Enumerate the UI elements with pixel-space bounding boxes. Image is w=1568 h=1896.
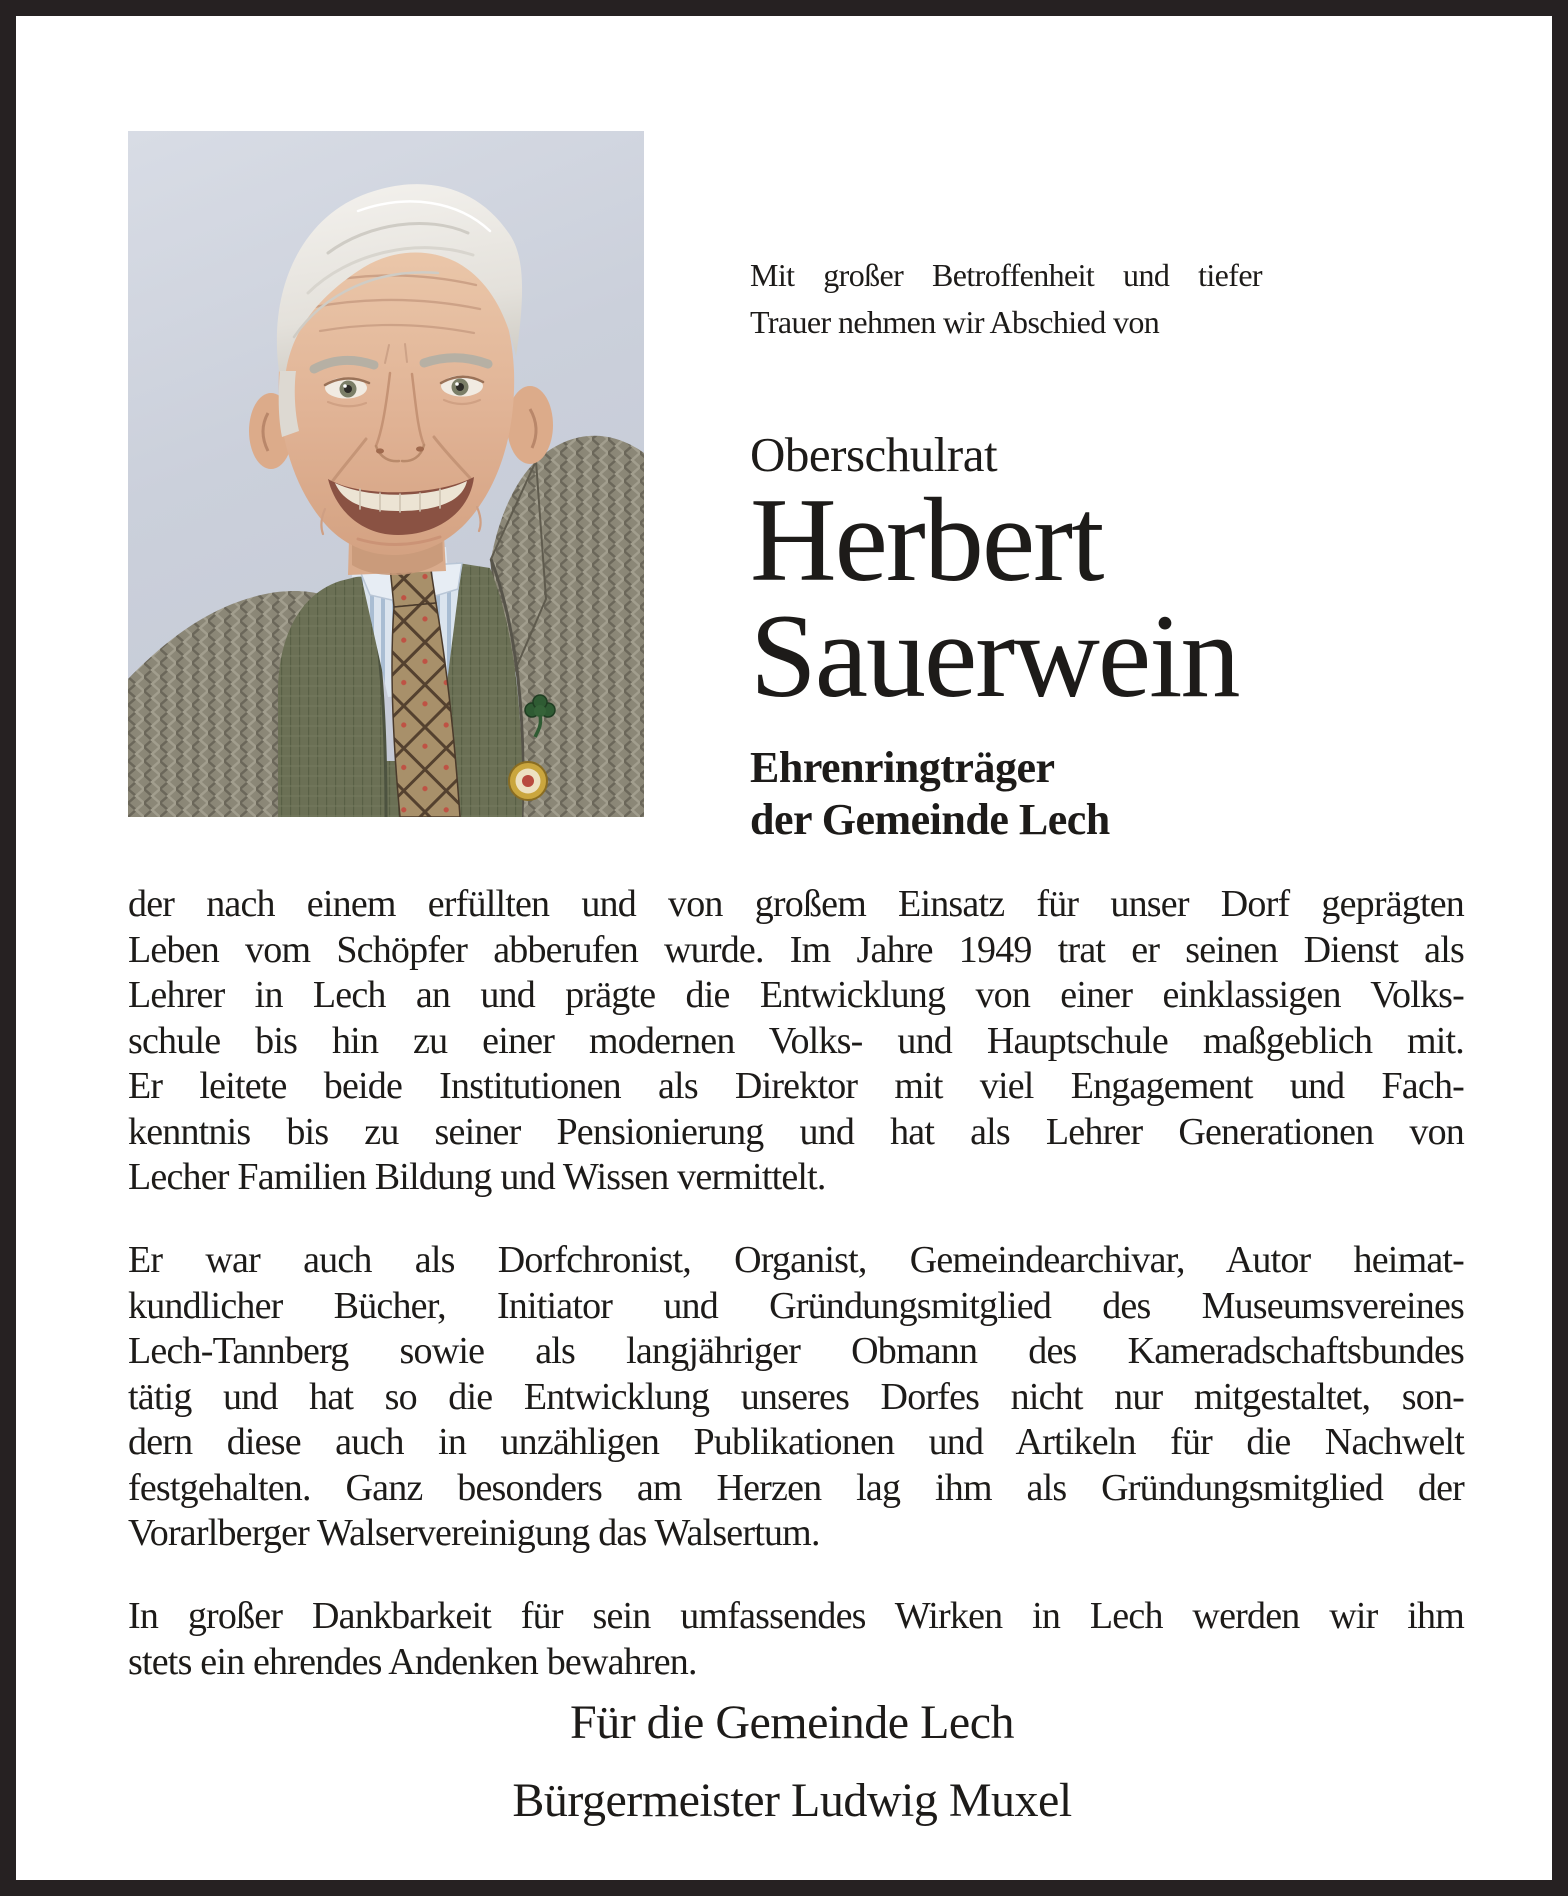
deceased-last-name: Sauerwein: [750, 589, 1239, 722]
intro-text: [750, 252, 1262, 346]
paragraph-line: kundlicher Bücher, Initiator und Gründungsmitglied des Museumsvereines: [128, 1284, 1464, 1327]
badge-pin: [509, 762, 547, 800]
paragraph-line: In großer Dankbarkeit für sein umfassendes Wirken in Lech werden wir ihm: [128, 1595, 1464, 1637]
paragraph-line: stets ein ehrendes Andenken bewahren.: [128, 1640, 697, 1683]
obituary-paragraph-2: [128, 1238, 1464, 1557]
honor-line: der Gemeinde Lech: [750, 795, 1110, 844]
paragraph-line: tätig und hat so die Entwicklung unseres Dorfes nicht nur mitgestaltet, son-: [128, 1375, 1464, 1418]
portrait-illustration: [128, 131, 644, 817]
paragraph-line: kenntnis bis zu seiner Pensionierung und hat als Lehrer Generationen von: [128, 1110, 1464, 1153]
deceased-name: [750, 473, 1262, 722]
paragraph-line: der nach einem erfüllten und von großem Einsatz für unser Dorf geprägten: [128, 883, 1464, 925]
paragraph-line: dern diese auch in unzähligen Publikationen und Artikeln für die Nachwelt: [128, 1421, 1464, 1463]
paragraph-line: festgehalten. Ganz besonders am Herzen lag ihm als Gründungsmitglied der: [128, 1466, 1464, 1509]
pre-title: Oberschulrat: [750, 427, 998, 482]
closing-signature: [32, 1684, 1552, 1840]
honor-line: Ehrenringträger: [750, 743, 1055, 792]
obituary-paragraph-1: [128, 882, 1464, 1201]
closing-line-community: Für die Gemeinde Lech: [570, 1696, 1014, 1749]
paragraph-line: Vorarlberger Walservereinigung das Walsertum.: [128, 1512, 820, 1554]
deceased-first-name: Herbert: [750, 473, 1103, 606]
paragraph-line: Lecher Familien Bildung und Wissen vermittelt.: [128, 1156, 826, 1198]
portrait-photo: [128, 131, 644, 817]
paragraph-line: Lech-Tannberg sowie als langjähriger Obmann des Kameradschaftsbundes: [128, 1330, 1464, 1372]
intro-line: Trauer nehmen wir Abschied von: [750, 304, 1160, 340]
intro-line: Mit großer Betroffenheit und tiefer: [750, 257, 1262, 293]
paragraph-line: Leben vom Schöpfer abberufen wurde. Im Jahre 1949 trat er seinen Dienst als: [128, 928, 1464, 971]
paragraph-line: Lehrer in Lech an und prägte die Entwicklung von einer einklassigen Volks-: [128, 974, 1464, 1016]
paragraph-line: Er war auch als Dorfchronist, Organist, Gemeindearchivar, Autor heimat-: [128, 1239, 1464, 1281]
closing-line-mayor: Bürgermeister Ludwig Muxel: [512, 1774, 1072, 1827]
paragraph-line: schule bis hin zu einer modernen Volks- und Hauptschule maßgeblich mit.: [128, 1019, 1464, 1062]
honor-title: [750, 742, 1262, 846]
obituary-paragraph-3: [128, 1594, 1464, 1685]
paragraph-line: Er leitete beide Institutionen als Direktor mit viel Engagement und Fach-: [128, 1065, 1464, 1107]
